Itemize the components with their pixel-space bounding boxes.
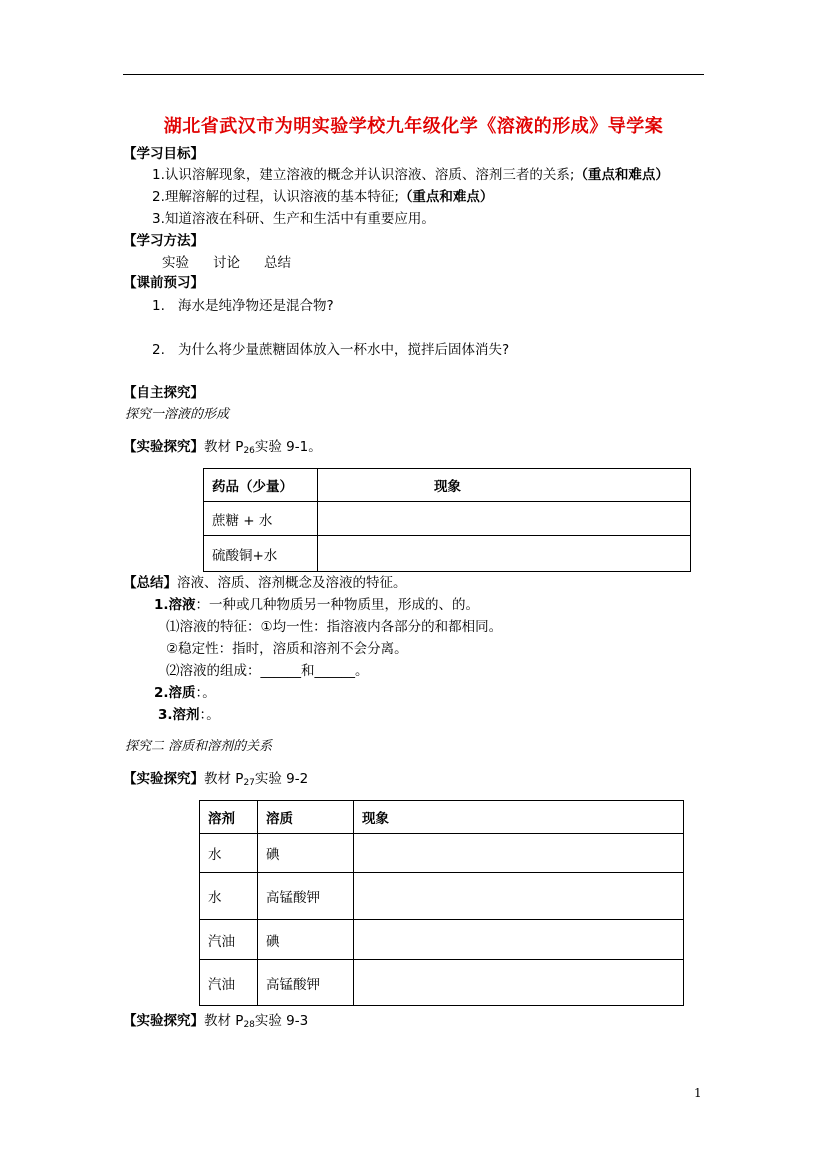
cell-solvent: 汽油 <box>200 920 258 960</box>
goal-item-2 <box>152 188 493 206</box>
cell-solute: 高锰酸钾 <box>258 960 354 1006</box>
experiment-1-text-b: 实验 9-1。 <box>254 439 322 455</box>
preview-question-2-num: 2. <box>152 342 165 358</box>
table-row <box>204 536 691 572</box>
table-header-row <box>204 469 691 502</box>
experiment-3-line <box>123 1012 308 1034</box>
experiment-1-text-a: 教材 P <box>204 439 244 455</box>
method-experiment: 实验 <box>162 255 189 271</box>
goals-heading: 【学习目标】 <box>123 146 204 162</box>
experiment-2-page: 27 <box>243 778 255 788</box>
inquiry-sub-1: 探究一溶液的形成 <box>125 407 230 422</box>
header-reagent: 药品（少量） <box>204 469 318 502</box>
table-header-row <box>200 801 684 834</box>
cell-phenomenon <box>318 536 691 572</box>
cell-phenomenon <box>354 920 684 960</box>
method-summary: 总结 <box>264 255 291 271</box>
preview-heading: 【课前预习】 <box>123 275 204 291</box>
experiment-2-label: 【实验探究】 <box>123 771 204 787</box>
solute-label: 2.溶质 <box>154 685 196 701</box>
experiment-2-text-a: 教材 P <box>204 771 244 787</box>
goal-item-3: 3.知道溶液在科研、生产和生活中有重要应用。 <box>152 211 435 227</box>
goal-item-2-text: 2.理解溶解的过程，认识溶液的基本特征; <box>152 189 399 205</box>
cell-phenomenon <box>318 502 691 536</box>
experiment-3-text-a: 教材 P <box>204 1013 244 1029</box>
experiment-2-text-b: 实验 9-2 <box>254 771 309 787</box>
goal-item-1-note: （重点和难点） <box>574 167 669 183</box>
goal-item-2-note: （重点和难点） <box>398 189 494 205</box>
solution-label: 1.溶液 <box>154 597 196 613</box>
cell-solute: 碘 <box>258 920 354 960</box>
experiment-3-page: 28 <box>243 1020 255 1030</box>
method-discussion: 讨论 <box>213 255 240 271</box>
goal-item-1-text: 1.认识溶解现象，建立溶液的概念并认识溶液、溶质、溶剂三者的关系; <box>152 167 575 183</box>
experiment-1-label: 【实验探究】 <box>123 439 204 455</box>
experiment-3-text-b: 实验 9-3 <box>254 1013 309 1029</box>
header-solvent: 溶剂 <box>200 801 258 834</box>
cell-reagent: 硫酸铜+水 <box>204 536 318 572</box>
solution-composition: ⑵溶液的组成：______和______。 <box>166 663 369 679</box>
preview-question-1-num: 1. <box>152 298 165 314</box>
table-row <box>200 834 684 873</box>
cell-solute: 碘 <box>258 834 354 873</box>
solvent-text: ：。 <box>199 707 220 723</box>
inquiry-sub-2: 探究二 溶质和溶剂的关系 <box>125 739 273 754</box>
table-row <box>200 960 684 1006</box>
cell-solvent: 水 <box>200 873 258 920</box>
solute-definition <box>154 684 216 702</box>
header-phenomenon: 现象 <box>318 469 691 502</box>
table-experiment-9-2 <box>199 800 684 1006</box>
table-row <box>200 873 684 920</box>
cell-solvent: 水 <box>200 834 258 873</box>
experiment-1-line <box>123 438 322 460</box>
solution-feature-uniformity: ⑴溶液的特征：①均一性：指溶液内各部分的和都相同。 <box>166 619 503 635</box>
summary-text: 溶液、溶质、溶剂概念及溶液的特征。 <box>177 575 407 591</box>
cell-phenomenon <box>354 834 684 873</box>
experiment-2-line <box>123 770 308 792</box>
solvent-definition <box>158 706 220 724</box>
methods-heading: 【学习方法】 <box>123 233 204 249</box>
preview-question-1: 海水是纯净物还是混合物? <box>178 298 334 314</box>
solvent-label: 3.溶剂 <box>158 707 200 723</box>
table-experiment-9-1 <box>203 468 691 572</box>
preview-question-2: 为什么将少量蔗糖固体放入一杯水中，搅拌后固体消失? <box>178 342 510 358</box>
cell-phenomenon <box>354 873 684 920</box>
cell-phenomenon <box>354 960 684 1006</box>
header-solute: 溶质 <box>258 801 354 834</box>
inquiry-heading: 【自主探究】 <box>123 385 204 401</box>
cell-solute: 高锰酸钾 <box>258 873 354 920</box>
experiment-3-label: 【实验探究】 <box>123 1013 204 1029</box>
table-row <box>204 502 691 536</box>
table-row <box>200 920 684 960</box>
header-phenomenon: 现象 <box>354 801 684 834</box>
solute-text: ：。 <box>195 685 216 701</box>
solution-text: ：一种或几种物质另一种物质里，形成的、的。 <box>195 597 480 613</box>
document-title: 湖北省武汉市为明实验学校九年级化学《溶液的形成》导学案 <box>163 116 664 137</box>
page-number: 1 <box>694 1086 702 1100</box>
solution-definition <box>154 596 479 614</box>
header-rule <box>123 74 704 75</box>
summary-label: 【总结】 <box>123 575 177 591</box>
solution-feature-stability: ②稳定性：指时，溶质和溶剂不会分离。 <box>166 641 408 657</box>
cell-reagent: 蔗糖 + 水 <box>204 502 318 536</box>
cell-solvent: 汽油 <box>200 960 258 1006</box>
summary-line <box>123 574 407 592</box>
experiment-1-page: 26 <box>243 446 255 456</box>
goal-item-1 <box>152 166 669 184</box>
